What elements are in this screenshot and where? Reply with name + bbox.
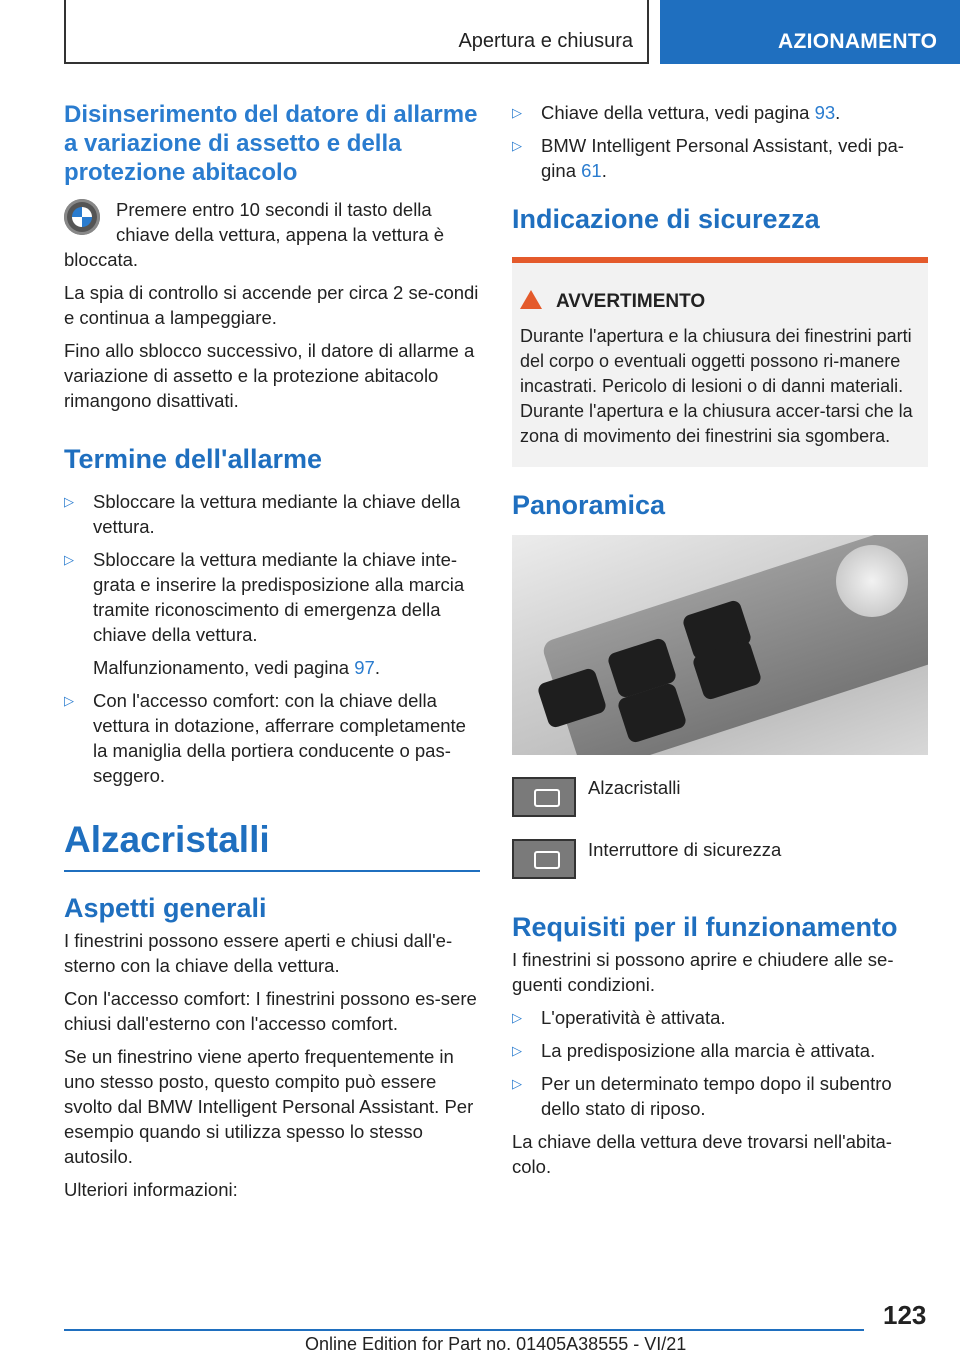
warning-text: Durante l'apertura e la chiusura dei finestrini parti del corpo o eventuali oggetti possono ri-manere incastrati. Pericolo di lesioni o di danni materiali. Durante l'apertura e la chiusura accer-tarsi che la zona di movimento dei finestrini sia sgombera. (520, 326, 913, 446)
assistant-page-link[interactable]: 61 (581, 160, 602, 181)
safety-switch-icon (512, 839, 576, 879)
legend-label: Alzacristalli (588, 777, 681, 798)
paragraph-key-inside: La chiave della vettura deve trovarsi nell'abita-colo. (512, 1131, 892, 1177)
list-item-end: . (835, 102, 841, 123)
key-instruction (64, 197, 480, 247)
heading-requirements: Requisiti per il funzionamento (512, 912, 898, 942)
header-chapter-title: AZIONAMENTO (778, 30, 938, 53)
footer-rule (64, 1329, 864, 1331)
heading-overview: Panoramica (512, 490, 666, 520)
list-item-end: . (601, 160, 607, 181)
paragraph-more-info: Ulteriori informazioni: (64, 1179, 238, 1200)
paragraph-conditions: I finestrini si possono aprire e chiudere alle se-guenti condizioni. (512, 949, 894, 995)
key-page-link[interactable]: 93 (814, 102, 836, 123)
malfunction-ref: Malfunzionamento, vedi pagina 97. (93, 657, 380, 678)
list-item: ▷ Per un determinato tempo dopo il subentro dello stato di riposo. (512, 1071, 928, 1121)
heading-general: Aspetti generali (64, 893, 267, 923)
more-info-list (512, 100, 928, 183)
right-column (512, 100, 928, 1187)
heading-safety: Indicazione di sicurezza (512, 204, 820, 234)
warning-triangle-icon (520, 290, 542, 309)
header-section-box (64, 0, 649, 64)
paragraph-assistant: Se un finestrino viene aperto frequentemente in uno stesso posto, questo compito può essere svolto dal BMW Intelligent Personal Assistant. Per esempio quando si utilizza spesso lo stesso autosilo. (64, 1046, 474, 1167)
heading-rule (64, 870, 480, 872)
alarm-end-list (64, 489, 480, 788)
left-column (64, 100, 480, 1210)
key-instruction-text: Premere entro 10 secondi il tasto della chiave della vettura, appena la vettura è (116, 199, 445, 245)
list-item (64, 547, 480, 680)
header-chapter-tab (660, 0, 960, 64)
heading-alarm-disable: Disinserimento del datore di allarme a variazione di assetto e della protezione abitacolo (64, 101, 478, 186)
list-item (512, 133, 928, 183)
list-item: ▷ L'operatività è attivata. (512, 1005, 928, 1030)
paragraph-until-unlock: Fino allo sblocco successivo, il datore di allarme a variazione di assetto e la protezione abitacolo rimangono disattivati. (64, 340, 475, 411)
malfunction-text: Malfunzionamento, vedi pagina (93, 657, 355, 678)
warning-title (520, 289, 920, 314)
warning-title-text: AVVERTIMENTO (556, 291, 706, 312)
legend-window-lift (512, 775, 928, 833)
mirror-knob (836, 545, 908, 617)
paragraph-control-light: La spia di controllo si accende per circa 2 se-condi e continua a lampeggiare. (64, 282, 479, 328)
list-item-text: Sbloccare la vettura mediante la chiave inte-grata e inserire la predisposizione alla marcia tramite riconoscimento di emergenza della chiave della vettura. (93, 549, 465, 645)
list-item-text: BMW Intelligent Personal Assistant, vedi pa-gina (541, 135, 904, 181)
heading-alarm-end: Termine dell'allarme (64, 444, 323, 474)
paragraph-comfort-access: Con l'accesso comfort: I finestrini possono es-sere chiusi dall'esterno con l'accesso comfort. (64, 988, 477, 1034)
legend-safety-switch (512, 837, 928, 895)
list-item: ▷ La predisposizione alla marcia è attivata. (512, 1038, 928, 1063)
list-item (512, 100, 928, 125)
page-number: 123 (883, 1300, 927, 1330)
window-lift-icon (512, 777, 576, 817)
legend-label: Interruttore di sicurezza (588, 839, 782, 860)
requirements-list (512, 1005, 928, 1121)
warning-box (512, 257, 928, 467)
bmw-key-icon (64, 199, 100, 235)
list-item: ▷ Con l'accesso comfort: con la chiave della vettura in dotazione, afferrare completamente la maniglia della portiera conducente o pas-seggero. (64, 688, 480, 788)
header-section-title: Apertura e chiusura (458, 30, 633, 52)
key-instruction-text-cont: bloccata. (64, 249, 139, 270)
window-switch-photo (512, 535, 928, 755)
heading-window-lifts: Alzacristalli (64, 819, 270, 860)
malfunction-page-link[interactable]: 97 (354, 657, 375, 678)
footer-edition: Online Edition for Part no. 01405A38555 - VI/21 (305, 1334, 687, 1354)
list-item: ▷ Sbloccare la vettura mediante la chiave della vettura. (64, 489, 480, 539)
list-item-text: Chiave della vettura, vedi pagina (541, 102, 815, 123)
paragraph-windows-key: I finestrini possono essere aperti e chiusi dall'e-sterno con la chiave della vettura. (64, 930, 453, 976)
